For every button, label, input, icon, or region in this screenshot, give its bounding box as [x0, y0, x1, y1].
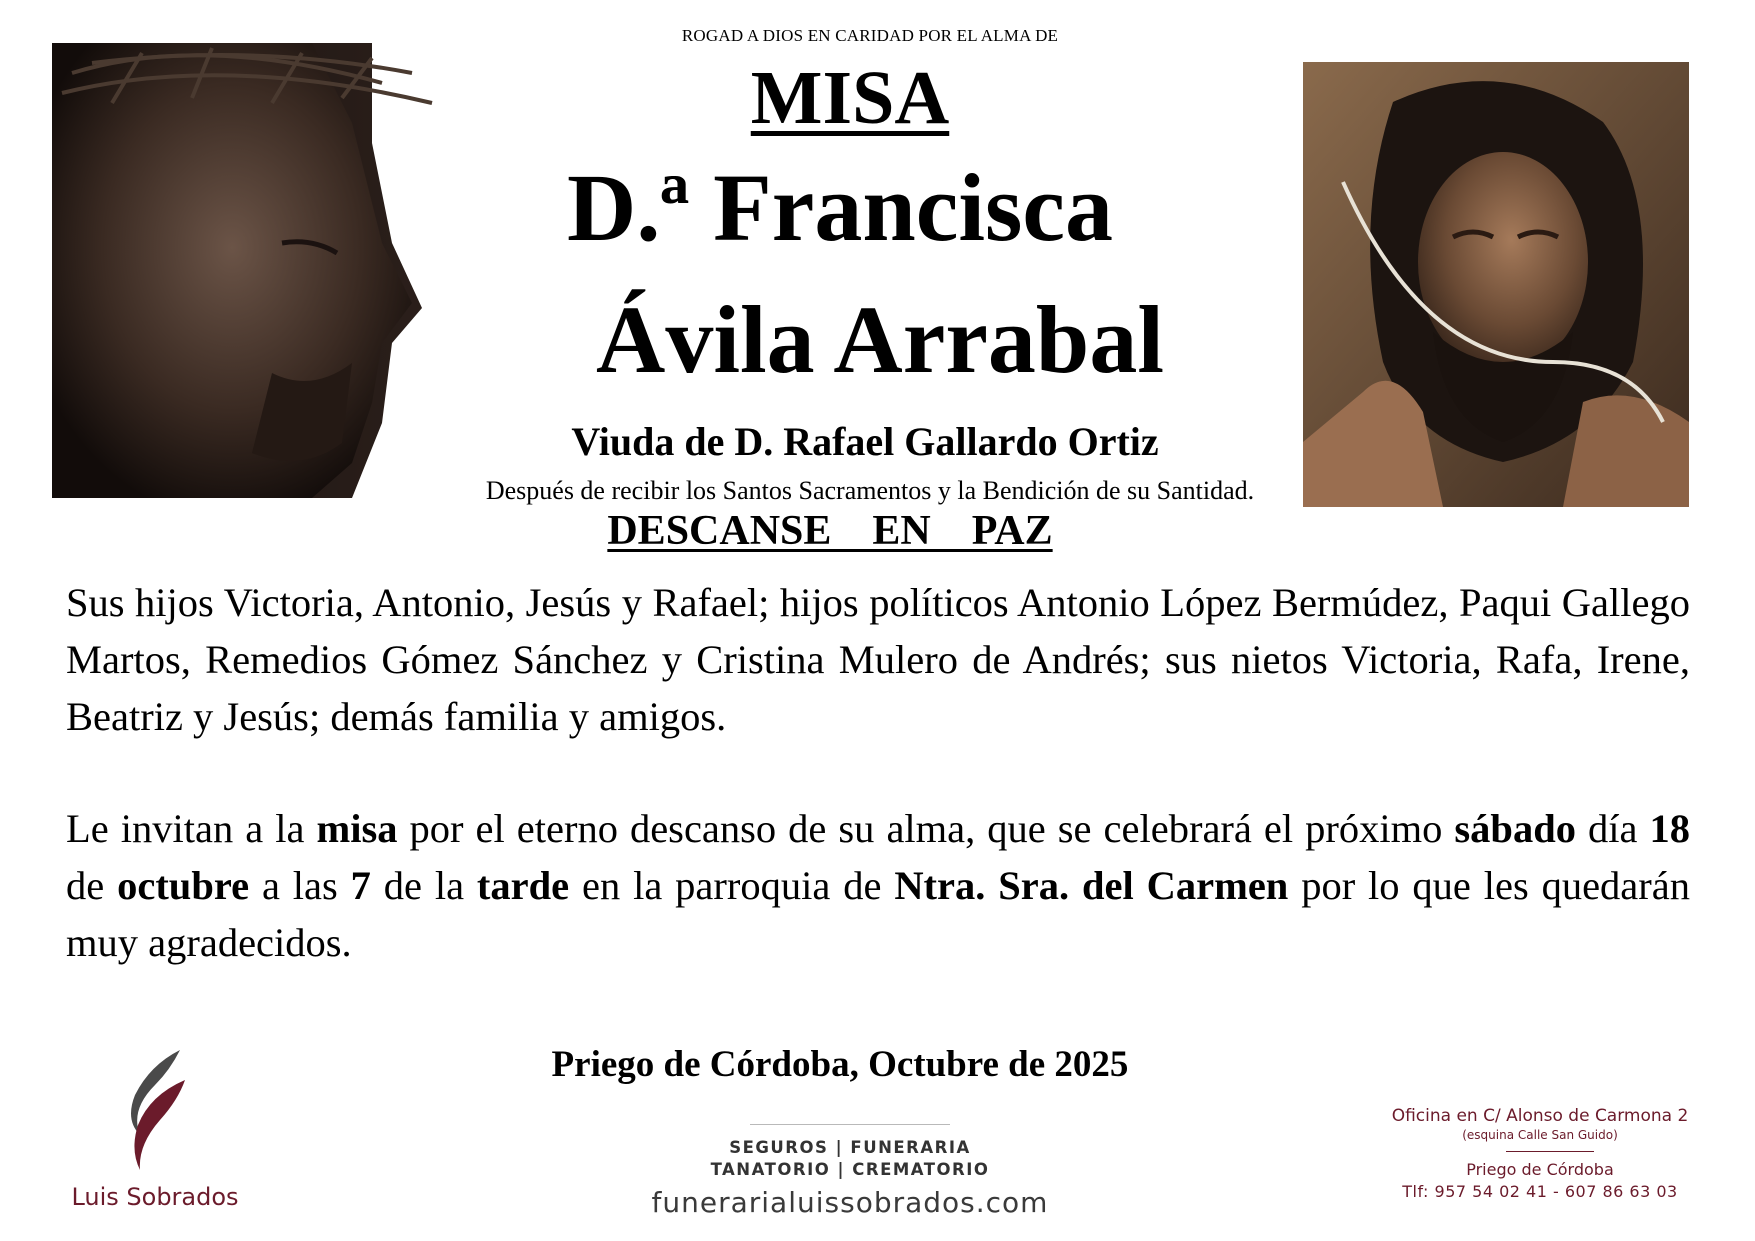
office-corner: (esquina Calle San Guido): [1462, 1128, 1618, 1142]
invitation-text: de: [66, 863, 118, 908]
office-address: Oficina en C/ Alonso de Carmona 2: [1391, 1106, 1689, 1126]
invitation-paragraph: [66, 800, 1690, 971]
office-city: Priego de Córdoba: [1466, 1160, 1614, 1179]
flame-logo-icon: [110, 1050, 195, 1175]
divider: [1506, 1151, 1594, 1152]
rip-text: DESCANSE EN PAZ: [607, 508, 1053, 554]
prayer-heading: ROGAD A DIOS EN CARIDAD POR EL ALMA DE: [681, 26, 1059, 45]
invitation-text: Le invitan a la: [66, 806, 317, 851]
family-paragraph: Sus hijos Victoria, Antonio, Jesús y Rafael; hijos políticos Antonio López Bermúdez, Paqui Gallego Martos, Remedios Gómez Sánchez y Cristina Mulero de Andrés; sus nietos Victoria, Rafa, Irene, Beatriz y Jesús; demás familia y amigos.: [66, 580, 1690, 739]
funeral-home-logo-icon: [110, 1050, 195, 1175]
funeral-home-name: Luis Sobrados: [71, 1183, 239, 1211]
invitation-bold-time: tarde: [476, 863, 570, 908]
invitation-bold-parish: Ntra. Sra. del Carmen: [894, 863, 1289, 908]
invitation-text: por lo que les quedarán muy agradecidos.: [66, 863, 1690, 965]
invitation-bold-day: sábado: [1454, 806, 1576, 851]
deceased-name-line1: D.ª Francisca: [567, 154, 1113, 261]
invitation-bold-misa: misa: [316, 806, 398, 851]
website-link[interactable]: funerarialuissobrados.com: [651, 1186, 1049, 1219]
invitation-bold-hour: 7: [350, 863, 371, 908]
christ-profile-image: [52, 43, 460, 498]
invitation-text: día: [1575, 806, 1650, 851]
office-phone[interactable]: Tlf: 957 54 02 41 - 607 86 63 03: [1402, 1182, 1678, 1201]
rest-in-peace-heading: [560, 507, 1100, 555]
place-date: Priego de Córdoba, Octubre de 2025: [551, 1044, 1129, 1085]
christ-profile-illustration: [52, 43, 460, 498]
invitation-bold-date: 18: [1649, 806, 1690, 851]
services-line1: SEGUROS | FUNERARIA: [729, 1138, 971, 1157]
invitation-text: en la parroquia de: [569, 863, 895, 908]
invitation-text: a las: [249, 863, 351, 908]
invitation-bold-month: octubre: [117, 863, 250, 908]
invitation-text: por el eterno descanso de su alma, que se celebrará el próximo: [397, 806, 1455, 851]
services-line2: TANATORIO | CREMATORIO: [710, 1160, 990, 1179]
divider: [750, 1124, 950, 1125]
event-title: MISA: [750, 56, 950, 140]
christ-bust-illustration: [1303, 62, 1689, 507]
deceased-name-line2: Ávila Arrabal: [596, 286, 1164, 393]
invitation-text: de la: [370, 863, 477, 908]
sacraments-text: Después de recibir los Santos Sacramentos y la Bendición de su Santidad.: [485, 476, 1255, 505]
christ-bust-image: [1303, 62, 1689, 507]
widow-of-text: Viuda de D. Rafael Gallardo Ortiz: [571, 419, 1159, 464]
